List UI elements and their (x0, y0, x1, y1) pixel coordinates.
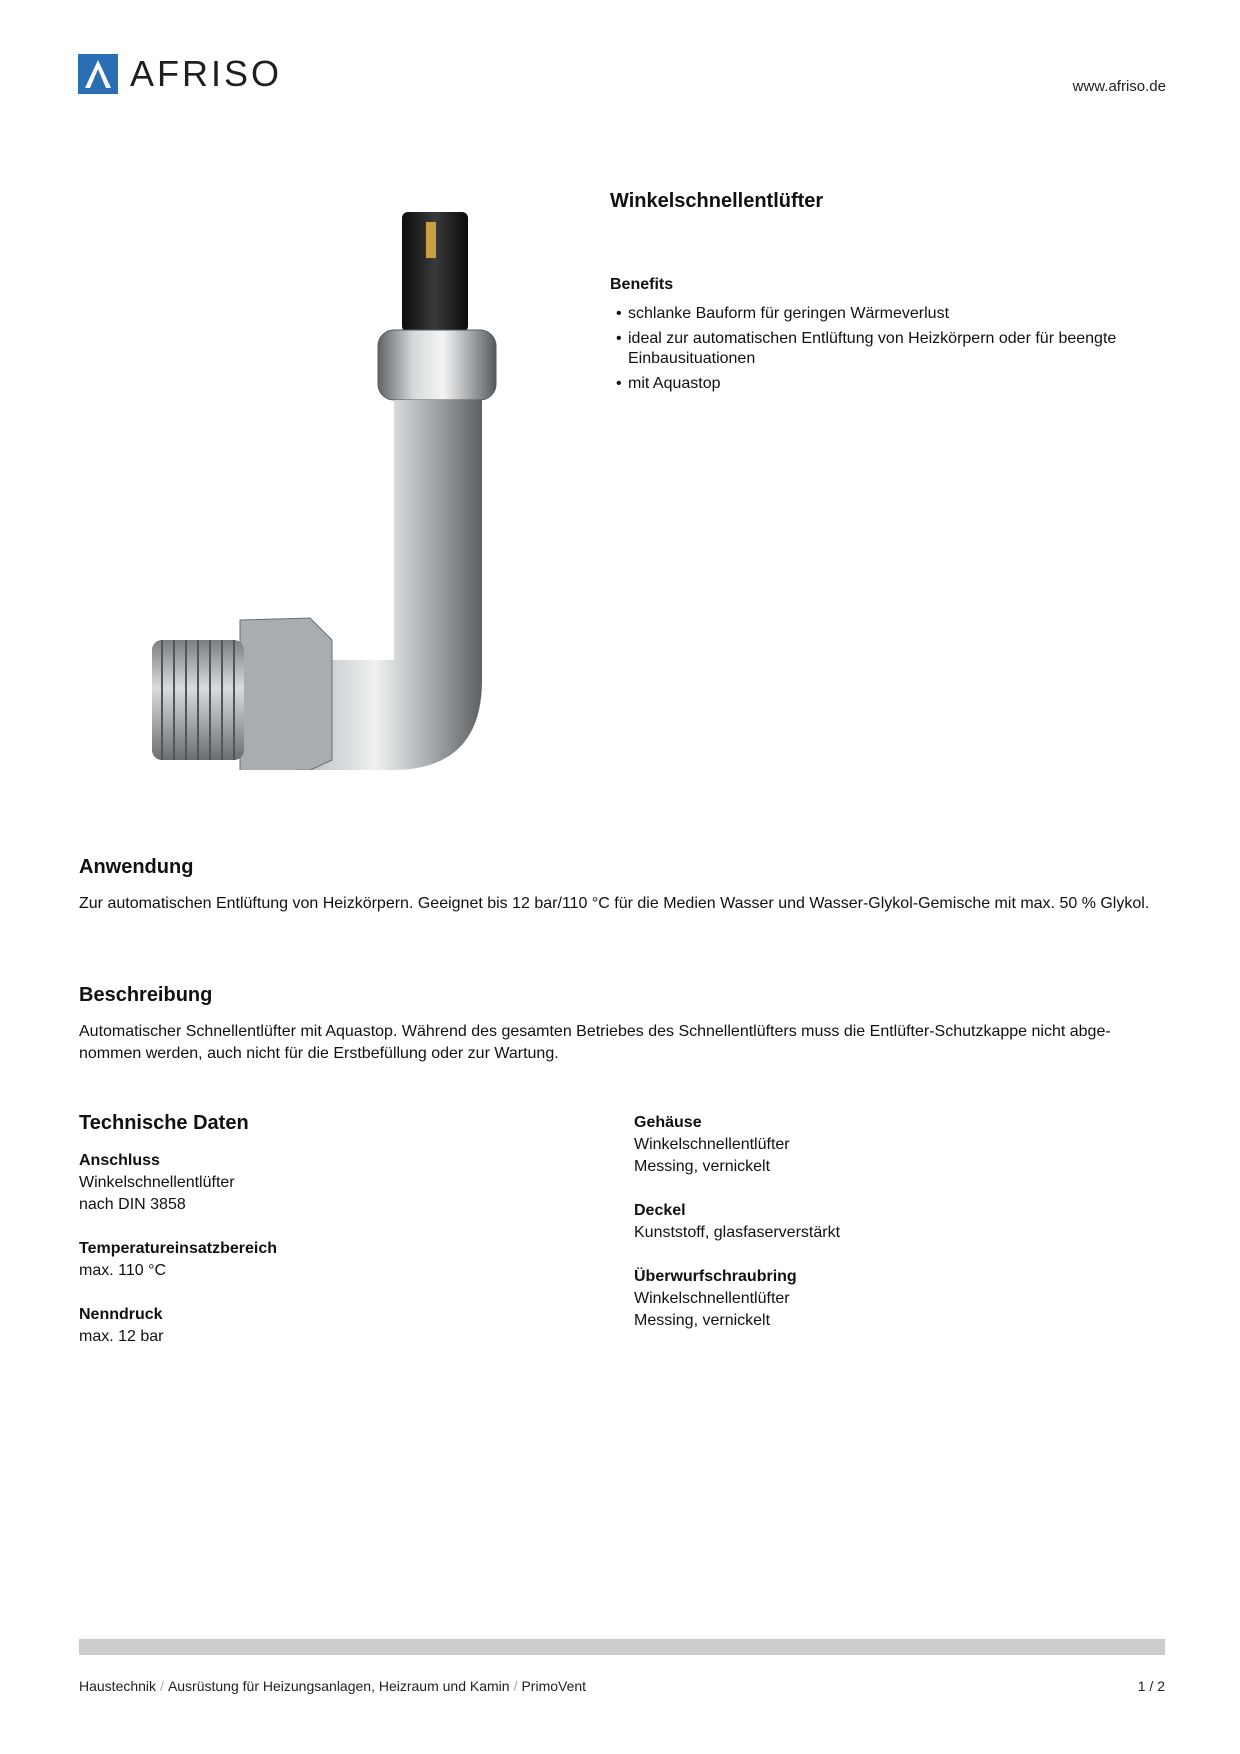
anwendung-section (79, 856, 1165, 915)
spec-column-left (79, 1150, 579, 1370)
technische-daten-section (79, 1112, 1165, 1345)
benefits-heading: Benefits (610, 276, 674, 293)
beschreibung-heading: Beschreibung (79, 984, 213, 1006)
benefits-list (610, 304, 1170, 394)
breadcrumb-item[interactable]: Ausrüstung für Heizungsanlagen, Heizraum und Kamin (167, 1678, 510, 1694)
beschreibung-section (79, 984, 1165, 1065)
spec-column-right (634, 1112, 1164, 1354)
anwendung-text: Zur automatischen Entlüftung von Heizkörpern. Geeignet bis 12 bar/110 °C für die Medien Wasser und Wasser-Glykol-Gemische mit max. 50 % Glykol. (79, 895, 1150, 912)
footer-divider (79, 1639, 1165, 1655)
spec-deckel: Deckel Kunststoff, glasfaserverstärkt (634, 1202, 841, 1241)
brand-name: AFRISO (130, 53, 283, 94)
spec-ueberwurfschraubring: Überwurfschraubring Winkelschnellentlüfter Messing, vernickelt (634, 1268, 797, 1329)
breadcrumb-separator: / (513, 1678, 518, 1694)
afriso-logo-icon (78, 54, 118, 94)
anwendung-heading: Anwendung (79, 856, 194, 878)
beschreibung-text: Automatischer Schnellentlüfter mit Aquastop. Während des gesamten Betriebes des Schnellentlüfters muss die Entlüfter-Schutzkappe nicht abge-nommen werden, auch nicht für die Erstbefüllung oder zur Wartung. (79, 1023, 1111, 1062)
website-link[interactable]: www.afriso.de (1072, 78, 1166, 95)
angle-air-vent-product-image (130, 200, 530, 770)
benefit-item: • mit Aquastop (616, 375, 721, 392)
spec-nenndruck: Nenndruck max. 12 bar (79, 1306, 164, 1345)
spec-gehaeuse: Gehäuse Winkelschnellentlüfter Messing, vernickelt (634, 1114, 790, 1175)
breadcrumb-item[interactable]: PrimoVent (521, 1678, 587, 1694)
spec-anschluss: Anschluss Winkelschnellentlüfter nach DIN 3858 (79, 1152, 235, 1213)
breadcrumb-item[interactable]: Haustechnik (79, 1678, 157, 1694)
breadcrumb (79, 1678, 586, 1694)
brand-logo (78, 54, 282, 94)
spec-temperatur: Temperatureinsatzbereich max. 110 °C (79, 1240, 277, 1279)
page-number: 1 / 2 (1137, 1678, 1165, 1694)
breadcrumb-separator: / (160, 1678, 164, 1694)
benefit-item: • schlanke Bauform für geringen Wärmeverlust (616, 305, 950, 322)
technische-daten-heading: Technische Daten (79, 1112, 249, 1134)
footer (79, 1678, 1165, 1694)
benefits-section (610, 276, 1170, 399)
benefit-item: • ideal zur automatischen Entlüftung von Heizkörpern oder für beengte Einbausituationen (616, 330, 1117, 367)
product-title: Winkelschnellentlüfter (610, 190, 824, 212)
